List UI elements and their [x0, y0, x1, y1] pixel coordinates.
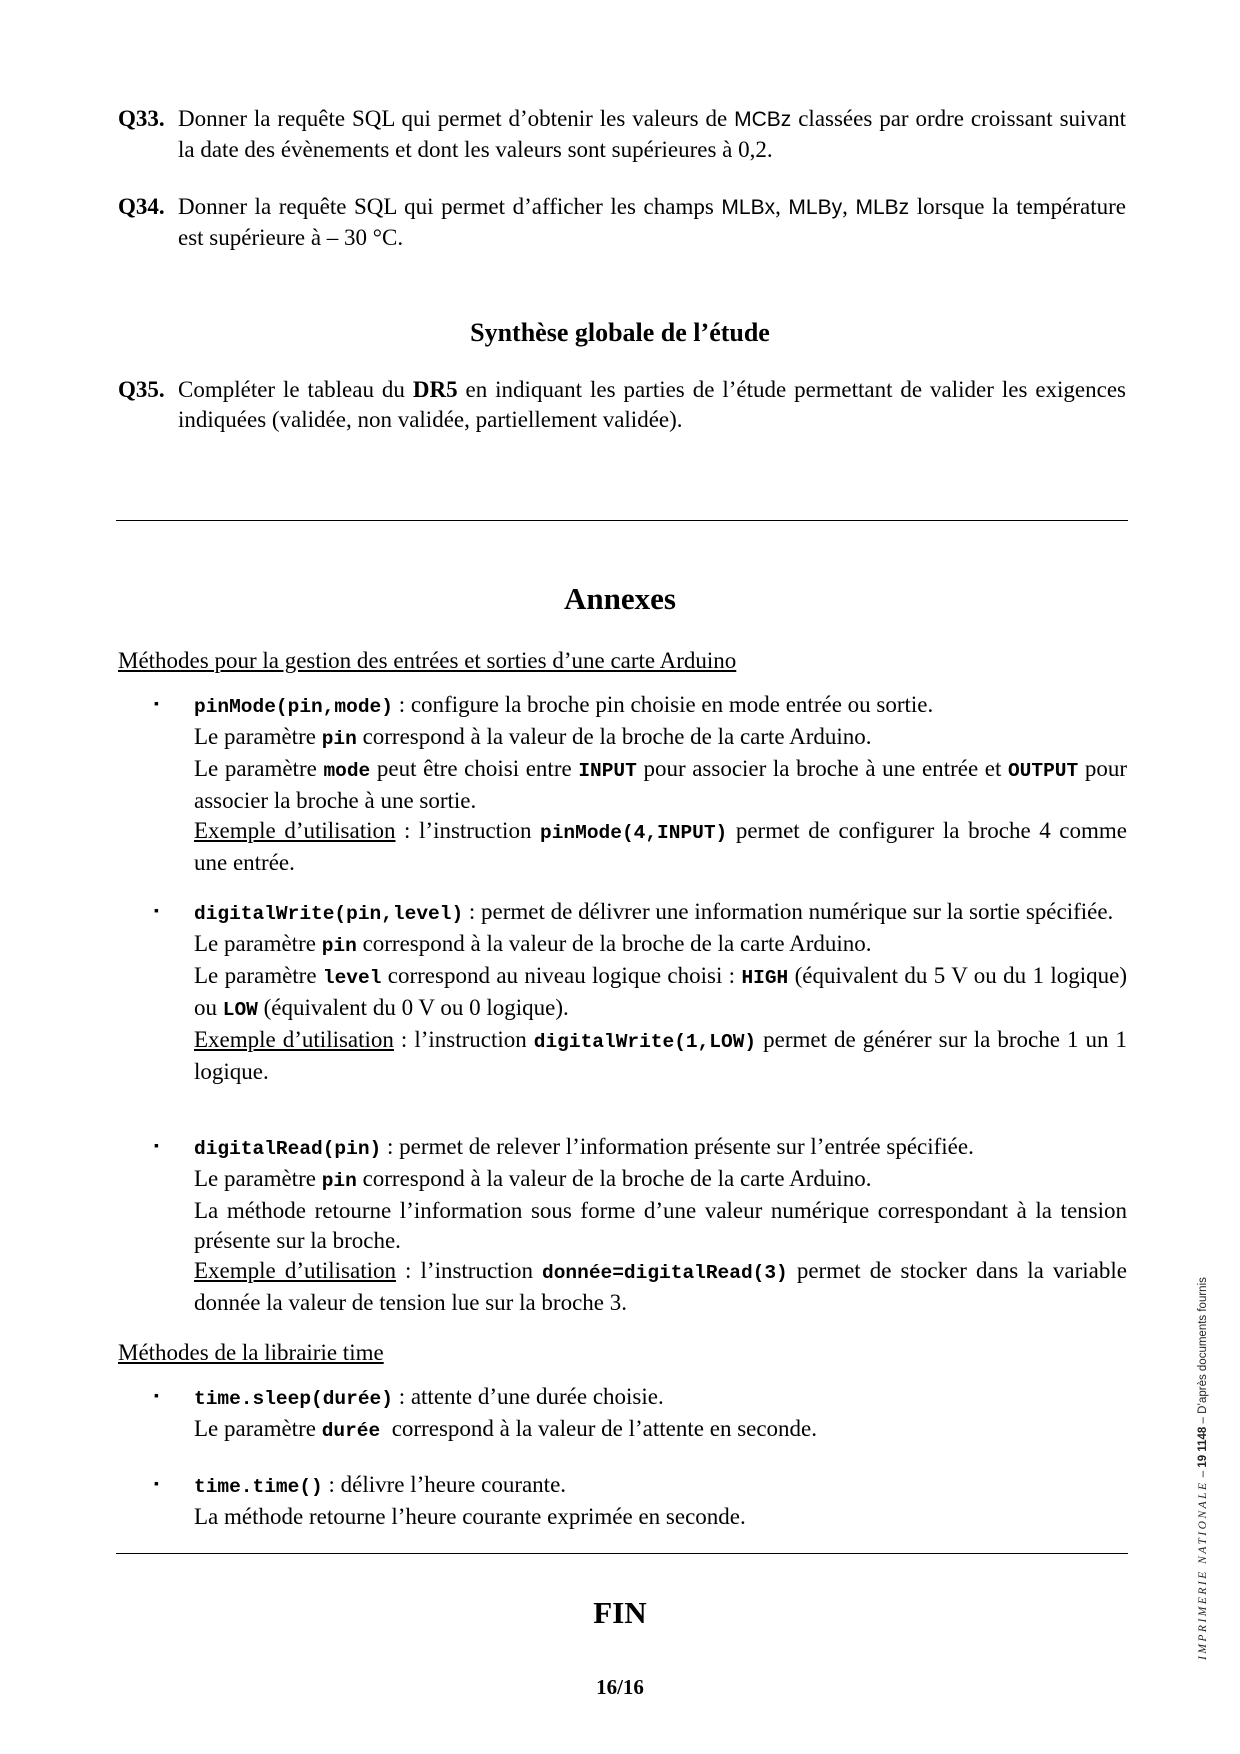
- constant: OUTPUT: [1007, 760, 1079, 782]
- method-pinmode: [154, 690, 1127, 878]
- text: : l’instruction: [393, 1027, 534, 1052]
- end-marker: FIN: [593, 1595, 647, 1630]
- text: Donner la requête SQL qui permet d’obtenir les valeurs de: [178, 106, 735, 131]
- document-ref: DR5: [412, 377, 458, 402]
- method-name: digitalRead(pin): [194, 1138, 382, 1160]
- return-line: La méthode retourne l’information sous forme d’une valeur numérique correspondant à la tension présente sur la broche.: [194, 1198, 1127, 1253]
- text: correspond au niveau logique choisi :: [381, 963, 742, 988]
- question-text: [178, 104, 1126, 165]
- question-number: Q33.: [118, 106, 165, 131]
- method-signature-line: [194, 1470, 1127, 1502]
- example-label: Exemple d’utilisation: [194, 818, 396, 843]
- source-note: D’après documents fournis: [1197, 1277, 1209, 1414]
- example-line: [194, 1025, 1127, 1087]
- separator: ,: [775, 194, 789, 219]
- text: Le paramètre: [194, 724, 322, 749]
- method-time-sleep: [154, 1382, 1127, 1446]
- question-q33: [118, 104, 1126, 165]
- example-label: Exemple d’utilisation: [194, 1258, 396, 1283]
- method-signature-line: [194, 897, 1127, 929]
- param-name: durée: [321, 1420, 381, 1442]
- method-digitalread: [154, 1132, 1127, 1318]
- text: en indiquant les parties de l’étude permettant de valider les exigences indiquées (validée, non validée, partiellement validée).: [178, 377, 1126, 432]
- divider: [116, 1553, 1128, 1554]
- text: pour associer la broche à une sortie.: [194, 756, 1127, 813]
- method-name: pinMode(pin,mode): [194, 696, 393, 718]
- example-line: [194, 816, 1127, 878]
- text: permet de générer sur la broche 1 un 1 logique.: [194, 1027, 1128, 1084]
- text: (équivalent du 0 V ou 0 logique).: [257, 995, 569, 1020]
- text: Le paramètre: [194, 1166, 322, 1191]
- field-code: MLBx: [721, 196, 776, 219]
- separator: –: [1197, 1467, 1209, 1481]
- param-line: [194, 1164, 1127, 1196]
- text: : attente d’une durée choisie.: [392, 1384, 664, 1409]
- constant: INPUT: [578, 760, 637, 782]
- printer-name: IMPRIMERIE NATIONALE: [1197, 1480, 1209, 1660]
- document-code: 19 1148: [1197, 1426, 1209, 1468]
- bullet-icon: ▪: [154, 1139, 159, 1154]
- section-title-synthese: Synthèse globale de l’étude: [470, 318, 770, 347]
- text: permet de configurer la broche 4 comme une entrée.: [194, 818, 1127, 875]
- param-name: mode: [323, 760, 371, 782]
- bullet-icon: ▪: [154, 697, 159, 712]
- method-signature-line: [194, 1132, 1127, 1164]
- text: Le paramètre: [194, 756, 324, 781]
- example-line: [194, 1256, 1127, 1318]
- text: pour associer la broche à une entrée et: [636, 756, 1008, 781]
- constant: HIGH: [741, 967, 789, 989]
- separator: ,: [842, 194, 856, 219]
- constant: LOW: [222, 999, 258, 1021]
- text: Compléter le tableau du: [178, 377, 413, 402]
- param-line: [194, 722, 1127, 754]
- text: correspond à la valeur de la broche de la carte Arduino.: [356, 931, 872, 956]
- param-line: [194, 1414, 1127, 1446]
- separator: –: [1197, 1413, 1209, 1427]
- method-signature-line: [194, 690, 1127, 722]
- field-code: MLBy: [788, 196, 843, 219]
- method-time-time: [154, 1470, 1127, 1532]
- field-code: MCBz: [734, 108, 792, 131]
- method-name: time.sleep(durée): [194, 1388, 393, 1410]
- text: permet de stocker dans la variable donnée la valeur de tension lue sur la broche 3.: [194, 1258, 1127, 1315]
- param-name: pin: [321, 935, 357, 957]
- text: Le paramètre: [194, 1416, 322, 1441]
- text: correspond à la valeur de la broche de la carte Arduino.: [356, 724, 872, 749]
- bullet-icon: ▪: [154, 1477, 159, 1492]
- param-name: pin: [321, 728, 357, 750]
- text: : configure la broche pin choisie en mode entrée ou sortie.: [392, 692, 934, 717]
- example-code: pinMode(4,INPUT): [540, 822, 728, 844]
- example-code: donnée=digitalRead(3): [542, 1262, 788, 1284]
- subsection-title-time: Méthodes de la librairie time: [118, 1340, 384, 1365]
- param-name: pin: [321, 1170, 357, 1192]
- side-note-text: [1188, 1277, 1218, 1660]
- text: peut être choisi entre: [370, 756, 579, 781]
- text: (équivalent du 5 V ou du 1 logique) ou: [194, 963, 1127, 1020]
- method-name: digitalWrite(pin,level): [194, 903, 464, 925]
- question-q35: [118, 375, 1126, 435]
- question-text: [178, 375, 1126, 435]
- text: : délivre l’heure courante.: [322, 1472, 567, 1497]
- method-digitalwrite: [154, 897, 1127, 1087]
- text: lorsque la température est supérieure à – 30 °C.: [178, 194, 1127, 250]
- example-label: Exemple d’utilisation: [194, 1027, 394, 1052]
- text: : l’instruction: [395, 1258, 543, 1283]
- field-code: MLBz: [855, 196, 910, 219]
- question-q34: [118, 192, 1126, 253]
- page-number: 16/16: [596, 1675, 644, 1699]
- param-name: level: [322, 967, 382, 989]
- section-title-annexes: Annexes: [564, 581, 676, 616]
- method-name: time.time(): [194, 1476, 323, 1498]
- text: classées par ordre croissant suivant la date des évènements et dont les valeurs sont supérieures à 0,2.: [178, 106, 1127, 162]
- text: : l’instruction: [395, 818, 541, 843]
- text: Le paramètre: [194, 931, 322, 956]
- example-code: digitalWrite(1,LOW): [533, 1031, 757, 1053]
- text: correspond à la valeur de la broche de la carte Arduino.: [356, 1166, 872, 1191]
- text: correspond à la valeur de l’attente en seconde.: [380, 1416, 818, 1441]
- question-number: Q34.: [118, 194, 165, 219]
- text: : permet de délivrer une information numérique sur la sortie spécifiée.: [463, 899, 1114, 924]
- text: : permet de relever l’information présente sur l’entrée spécifiée.: [381, 1134, 974, 1159]
- bullet-icon: ▪: [154, 904, 159, 919]
- text: Donner la requête SQL qui permet d’afficher les champs: [178, 194, 722, 219]
- param-line: [194, 961, 1127, 1025]
- param-line: [194, 754, 1127, 816]
- question-text: [178, 192, 1126, 253]
- question-number: Q35.: [118, 377, 165, 402]
- bullet-icon: ▪: [154, 1389, 159, 1404]
- param-line: [194, 929, 1127, 961]
- return-line: La méthode retourne l’heure courante exprimée en seconde.: [194, 1504, 746, 1529]
- method-signature-line: [194, 1382, 1127, 1414]
- text: Le paramètre: [194, 963, 323, 988]
- subsection-title-arduino: Méthodes pour la gestion des entrées et sorties d’une carte Arduino: [118, 648, 737, 673]
- divider: [116, 520, 1128, 521]
